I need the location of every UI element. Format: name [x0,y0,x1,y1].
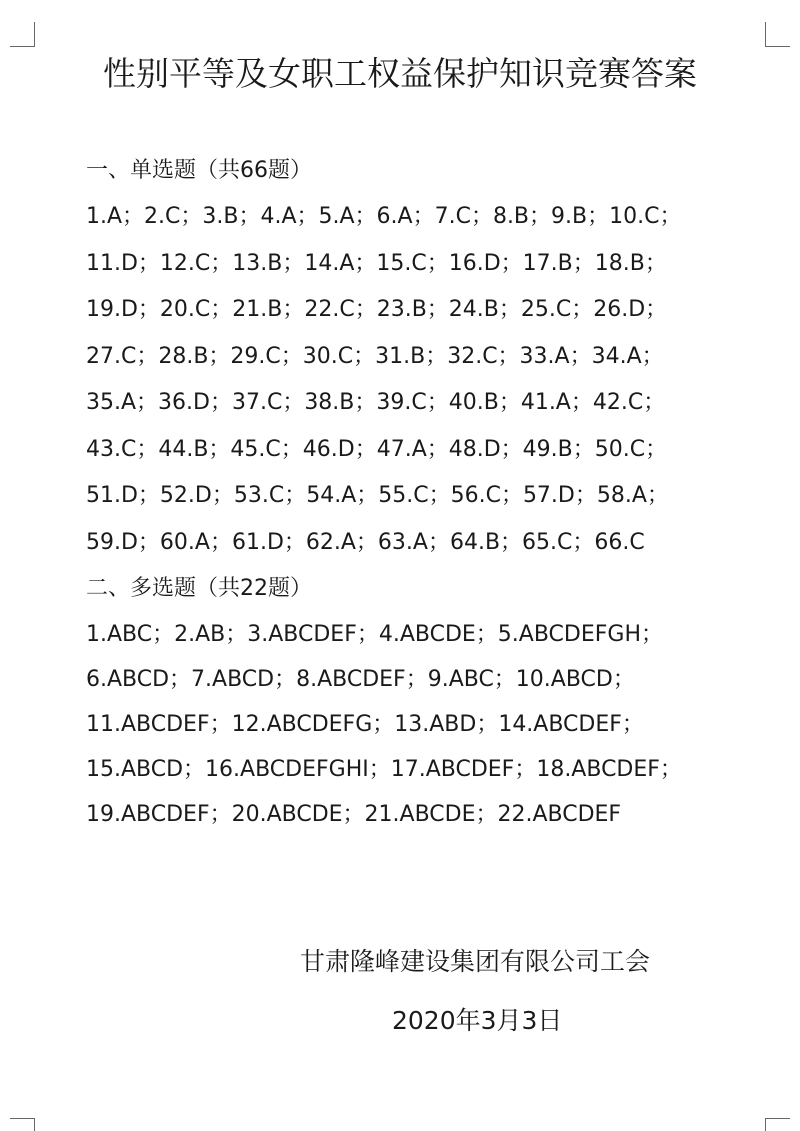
crop-mark-top-left [10,22,35,47]
multiple-choice-heading: 二、多选题（共22题） [86,576,312,601]
crop-mark-bottom-left [10,1118,35,1131]
document-title: 性别平等及女职工权益保护知识竞赛答案 [103,54,697,93]
answer-content [86,148,766,837]
multiple-choice-line: 11.ABCDEF；12.ABCDEFG；13.ABD；14.ABCDEF； [86,712,644,737]
single-choice-heading: 一、单选题（共66题） [86,158,312,183]
single-choice-line: 1.A；2.C；3.B；4.A；5.A；6.A；7.C；8.B；9.B；10.C； [86,204,682,229]
single-choice-line: 51.D；52.D；53.C；54.A；55.C；56.C；57.D；58.A； [86,483,669,508]
single-choice-line: 19.D；20.C；21.B；22.C；23.B；24.B；25.C；26.D； [86,297,668,322]
crop-mark-top-right [765,22,790,47]
single-choice-line: 59.D；60.A；61.D；62.A；63.A；64.B；65.C；66.C [86,529,645,555]
single-choice-line: 35.A；36.D；37.C；38.B；39.C；40.B；41.A；42.C； [86,390,666,415]
single-choice-line: 43.C；44.B；45.C；46.D；47.A；48.D；49.B；50.C； [86,436,668,462]
multiple-choice-line: 6.ABCD；7.ABCD；8.ABCDEF；9.ABC；10.ABCD； [86,667,635,692]
single-choice-line: 11.D；12.C；13.B；14.A；15.C；16.D；17.B；18.B； [86,250,667,276]
crop-mark-bottom-right [765,1118,790,1131]
multiple-choice-line: 15.ABCD；16.ABCDEFGHI；17.ABCDEF；18.ABCDEF； [86,757,682,782]
multiple-choice-line: 19.ABCDEF；20.ABCDE；21.ABCDE；22.ABCDEF [86,802,622,827]
issue-date: 2020年3月3日 [392,1006,563,1035]
issuing-organization: 甘肃隆峰建设集团有限公司工会 [300,947,651,976]
multiple-choice-line: 1.ABC；2.AB；3.ABCDEF；4.ABCDE；5.ABCDEFGH； [86,622,663,647]
single-choice-line: 27.C；28.B；29.C；30.C；31.B；32.C；33.A；34.A； [86,343,664,369]
